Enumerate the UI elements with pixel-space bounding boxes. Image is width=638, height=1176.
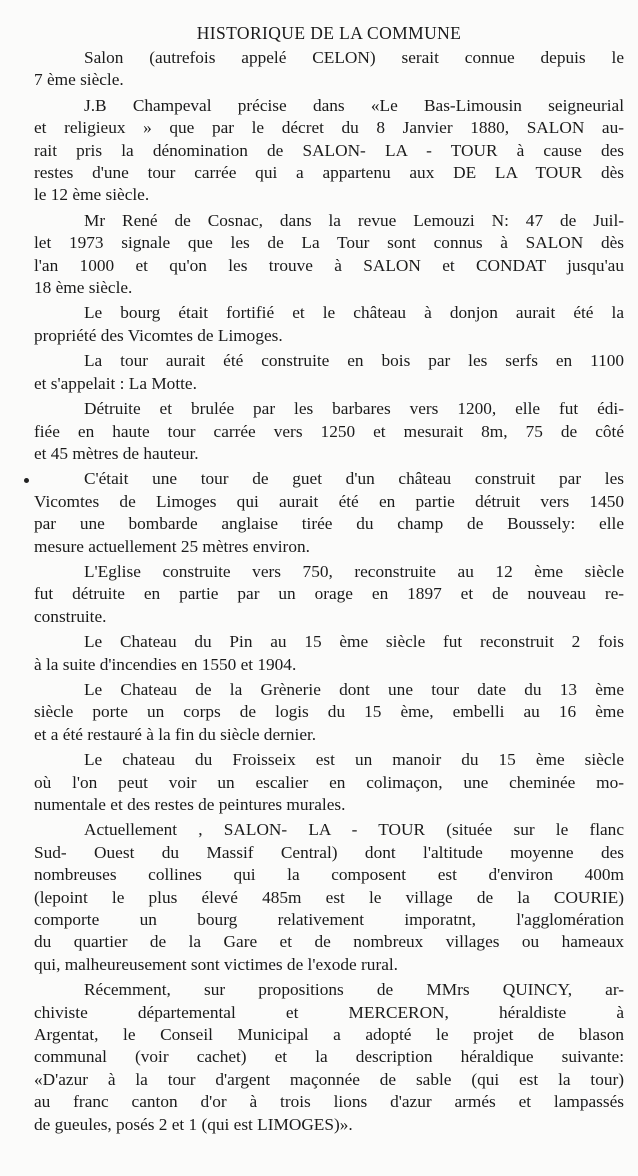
paragraph-blason xyxy=(34,979,624,1136)
paragraph-origin xyxy=(34,47,624,92)
text-line: et s'appelait : La Motte. xyxy=(34,373,197,393)
text-line: C'était une tour de guet d'un château construit par les xyxy=(84,469,624,489)
text-line: (lepoint le plus élevé 485m est le village de la COURIE) xyxy=(34,887,624,907)
text-line: Salon (autrefois appelé CELON) serait connue depuis le xyxy=(84,48,624,67)
text-line: siècle porte un corps de logis du 15 ème, embelli au 16 ème xyxy=(34,702,624,722)
text-line: mesure actuellement 25 mètres environ. xyxy=(34,536,310,556)
text-line: qui, malheureusement sont victimes de l'exode rural. xyxy=(34,954,398,974)
text-line: 18 ème siècle. xyxy=(34,278,133,298)
text-line: let 1973 signale que les de La Tour sont connus à SALON dès xyxy=(34,233,624,253)
text-line: chiviste départemental et MERCERON, héraldiste à xyxy=(34,1002,624,1022)
text-line: J.B Champeval précise dans «Le Bas-Limousin seigneurial xyxy=(84,95,624,115)
text-line: le 12 ème siècle. xyxy=(34,185,150,205)
text-line: par une bombarde anglaise tirée du champ de Boussely: elle xyxy=(34,514,624,534)
text-line: Vicomtes de Limoges qui aurait été en partie détruit vers 1450 xyxy=(34,491,624,511)
text-line: Le Chateau du Pin au 15 ème siècle fut reconstruit 2 fois xyxy=(84,632,624,652)
text-line: propriété des Vicomtes de Limoges. xyxy=(34,325,283,345)
text-line: et 45 mètres de hauteur. xyxy=(34,443,199,463)
paragraph-champeval xyxy=(34,95,624,207)
text-line: L'Eglise construite vers 750, reconstruite au 12 ème siècle xyxy=(84,561,624,581)
text-line: Sud- Ouest du Massif Central) dont l'altitude moyenne des xyxy=(34,842,624,862)
ink-speck xyxy=(24,478,29,483)
text-line: de gueules, posés 2 et 1 (qui est LIMOGES)». xyxy=(34,1114,353,1134)
text-line: Actuellement , SALON- LA - TOUR (située sur le flanc xyxy=(84,820,624,840)
text-line: du quartier de la Gare et de nombreux villages ou hameaux xyxy=(34,932,624,952)
text-line: Argentat, le Conseil Municipal a adopté le projet de blason xyxy=(34,1025,624,1045)
text-line: restes d'une tour carrée qui a appartenu aux DE LA TOUR dès xyxy=(34,163,624,183)
paragraph-bourg xyxy=(34,302,624,347)
paragraph-cosnac xyxy=(34,210,624,300)
paragraph-chateau-froisseix xyxy=(34,749,624,816)
text-line: fut détruite en partie par un orage en 1897 et de nouveau re- xyxy=(34,584,624,604)
paragraph-chateau-pin xyxy=(34,631,624,676)
text-line: comporte un bourg relativement imporatnt, l'agglomération xyxy=(34,910,624,930)
paragraph-actuellement xyxy=(34,819,624,976)
text-line: Récemment, sur propositions de MMrs QUINCY, ar- xyxy=(84,980,624,1000)
paragraph-tour-guet xyxy=(34,468,624,558)
text-line: «D'azur à la tour d'argent maçonnée de sable (qui est la tour) xyxy=(34,1069,624,1089)
page-title: HISTORIQUE DE LA COMMUNE xyxy=(196,23,462,43)
paragraph-detruite xyxy=(34,398,624,465)
text-line: où l'on peut voir un escalier en colimaçon, une cheminée mo- xyxy=(34,772,624,792)
text-line: au franc canton d'or à trois lions d'azur armés et lampassés xyxy=(34,1092,624,1112)
paragraph-eglise xyxy=(34,561,624,628)
paragraph-chateau-grenerie xyxy=(34,679,624,746)
text-line: Le chateau du Froisseix est un manoir du 15 ème siècle xyxy=(84,750,624,770)
text-line: et religieux » que par le décret du 8 Janvier 1880, SALON au- xyxy=(34,118,624,138)
text-line: La tour aurait été construite en bois par les serfs en 1100 xyxy=(84,351,624,371)
text-line: nombreuses collines qui la composent est d'environ 400m xyxy=(34,865,624,885)
text-line: fiée en haute tour carrée vers 1250 et mesurait 8m, 75 de côté xyxy=(34,421,624,441)
text-line: Détruite et brulée par les barbares vers 1200, elle fut édi- xyxy=(84,399,624,419)
text-line: rait pris la dénomination de SALON- LA - TOUR à cause des xyxy=(34,140,624,160)
text-line: à la suite d'incendies en 1550 et 1904. xyxy=(34,654,297,674)
text-line: construite. xyxy=(34,606,107,626)
text-line: communal (voir cachet) et la description héraldique suivante: xyxy=(34,1047,624,1067)
text-line: et a été restauré à la fin du siècle dernier. xyxy=(34,724,317,744)
text-line: numentale et des restes de peintures murales. xyxy=(34,795,346,814)
paragraph-tour-bois xyxy=(34,350,624,395)
text-line: Mr René de Cosnac, dans la revue Lemouzi N: 47 de Juil- xyxy=(84,210,624,230)
text-line: Le Chateau de la Grènerie dont une tour date du 13 ème xyxy=(84,679,624,699)
text-line: l'an 1000 et qu'on les trouve à SALON et CONDAT jusqu'au xyxy=(34,255,624,275)
text-line: 7 ème siècle. xyxy=(34,70,124,90)
text-line: Le bourg était fortifié et le château à donjon aurait été la xyxy=(84,303,624,323)
